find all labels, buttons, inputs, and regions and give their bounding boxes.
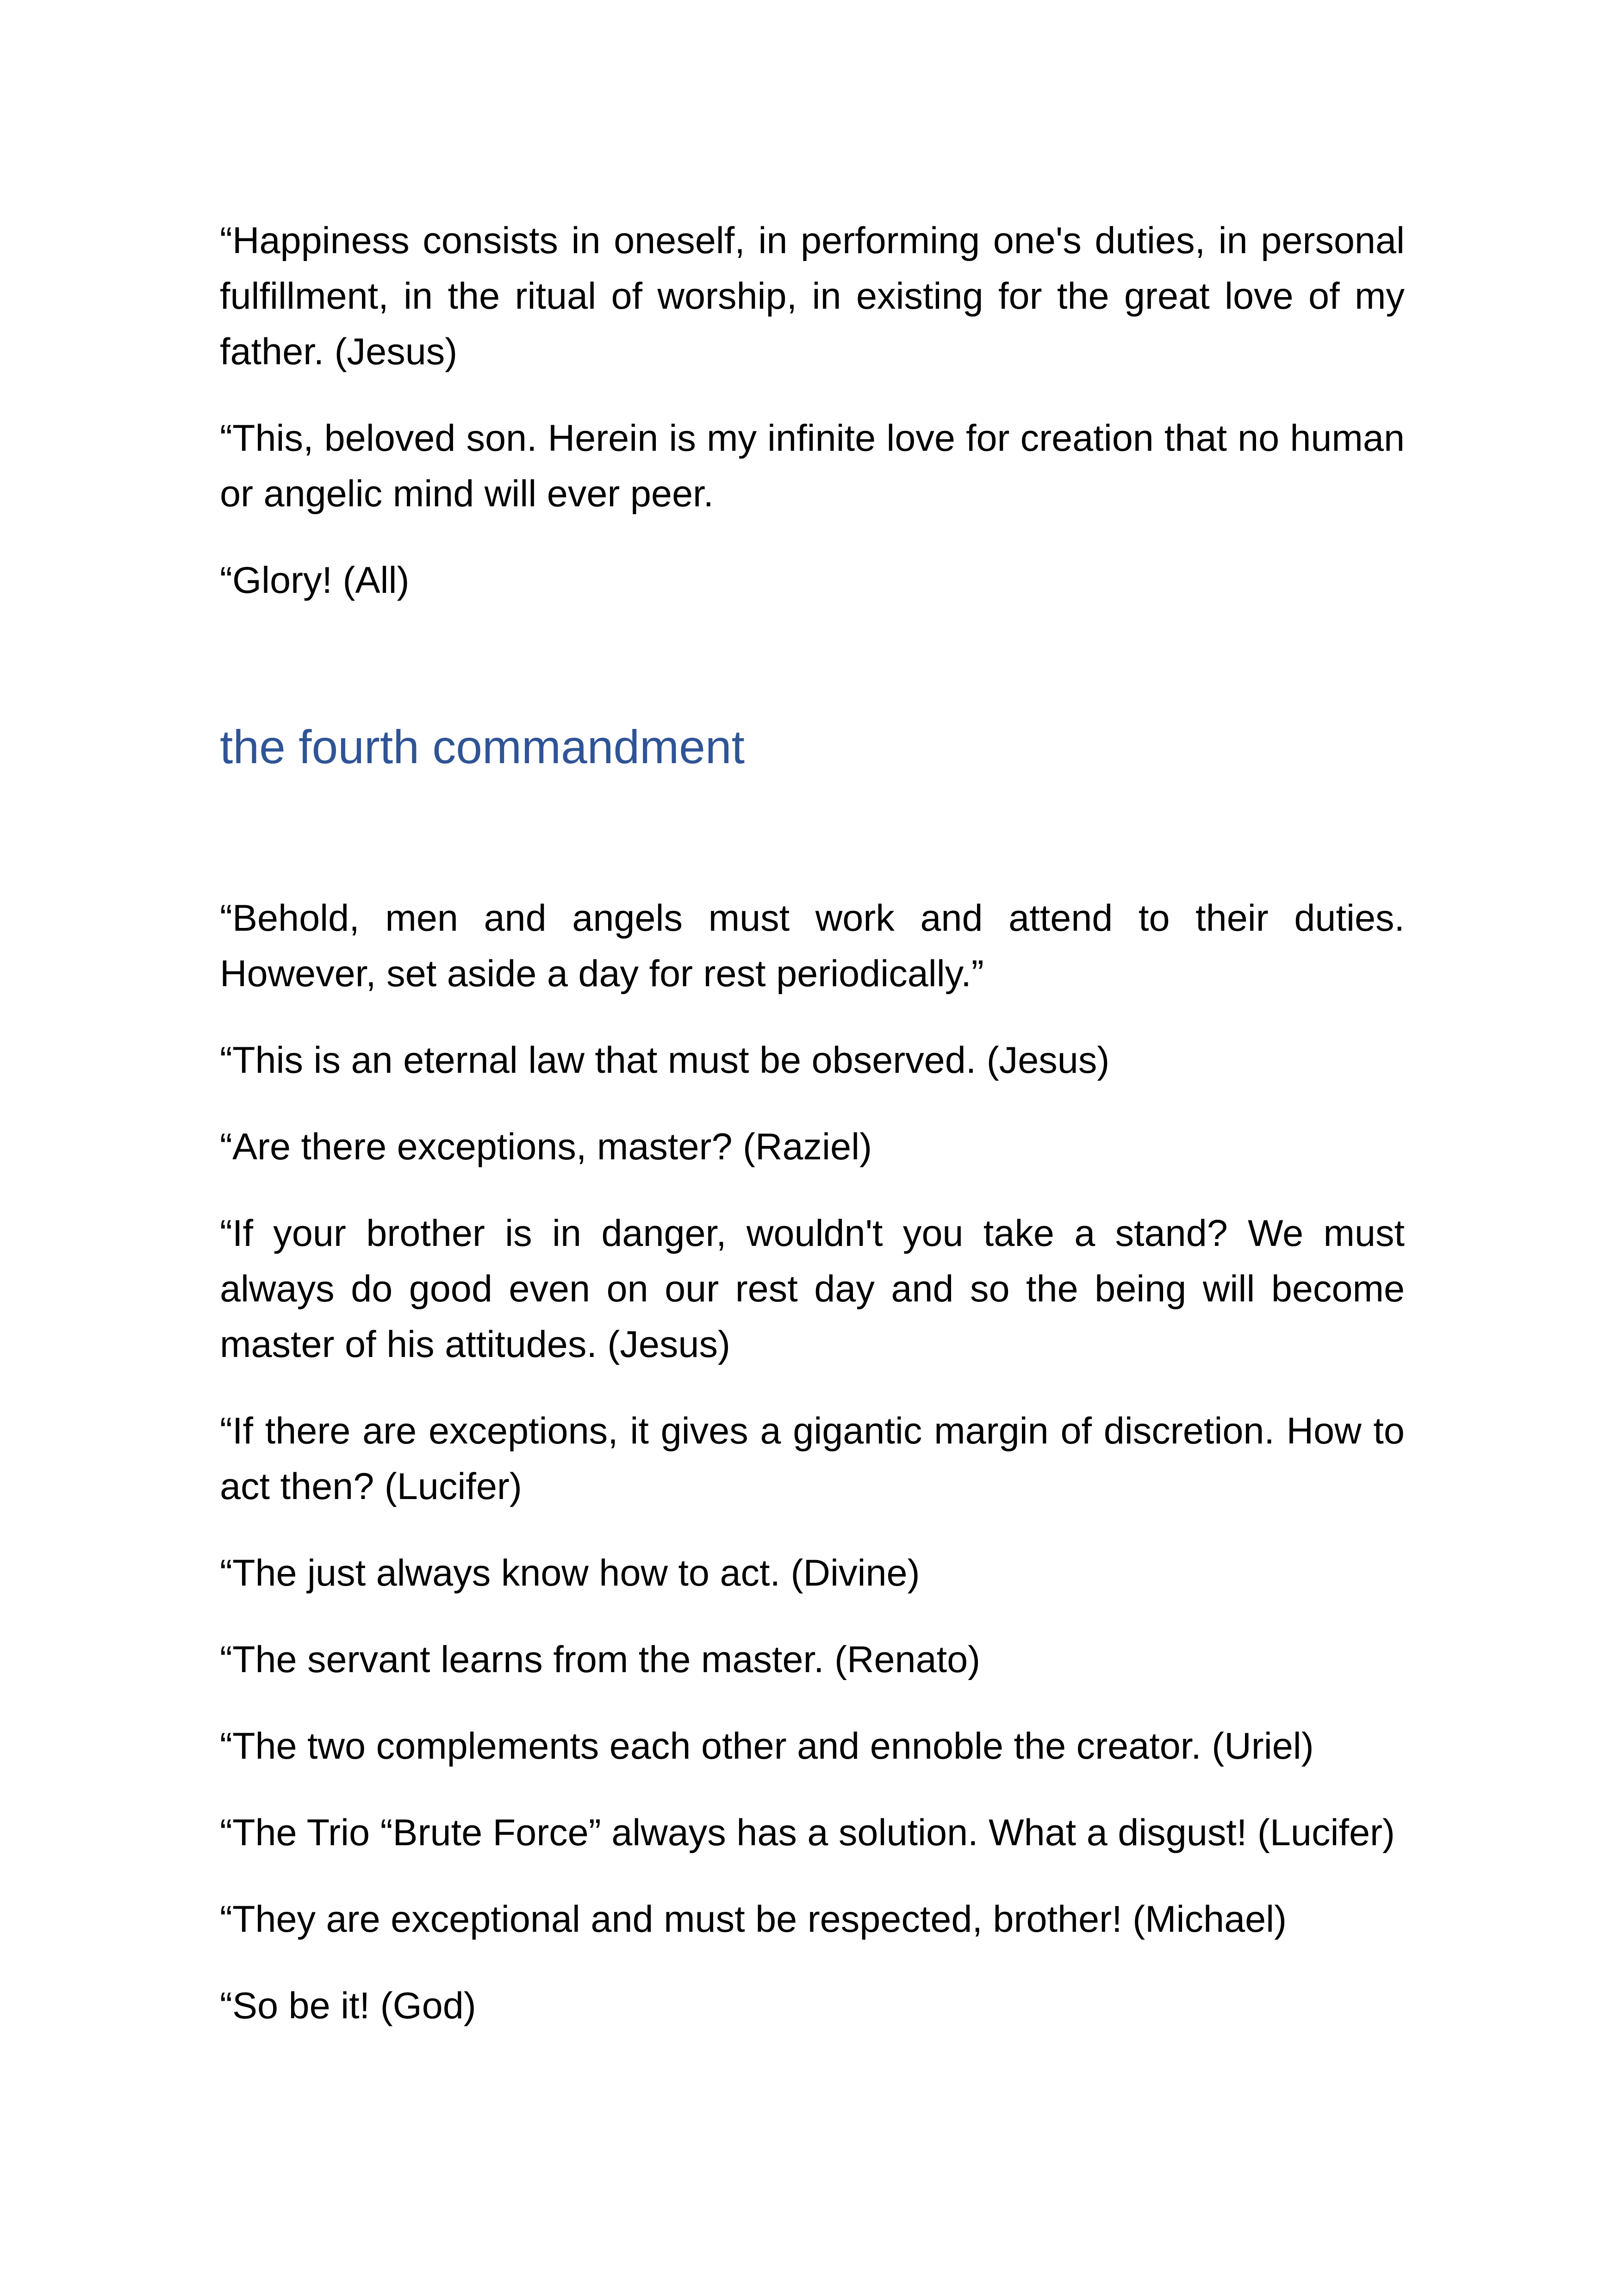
- paragraph-exceptions-question: “Are there exceptions, master? (Raziel): [220, 1126, 872, 1168]
- paragraph-exceptional-respected: “They are exceptional and must be respected, brother! (Michael): [220, 1898, 1287, 1940]
- paragraph-happiness: “Happiness consists in oneself, in performing one's duties, in personal fulfillment, in the ritual of worship, in existing for the great love of my father. (Jesus): [220, 220, 1405, 373]
- paragraph-so-be-it: “So be it! (God): [220, 1985, 476, 2027]
- paragraph-glory: “Glory! (All): [220, 560, 410, 601]
- paragraph-two-complements: “The two complements each other and ennoble the creator. (Uriel): [220, 1725, 1314, 1767]
- paragraph-trio-brute-force: “The Trio “Brute Force” always has a solution. What a disgust! (Lucifer): [220, 1812, 1395, 1854]
- paragraph-behold: “Behold, men and angels must work and attend to their duties. However, set aside a day for rest periodically.”: [220, 897, 1405, 995]
- paragraph-servant-learns: “The servant learns from the master. (Renato): [220, 1639, 981, 1680]
- document-page: [220, 213, 1405, 2065]
- paragraph-brother-danger: “If your brother is in danger, wouldn't you take a stand? We must always do good even on our rest day and so the being will become master of his attitudes. (Jesus): [220, 1213, 1405, 1365]
- paragraph-beloved-son: “This, beloved son. Herein is my infinite love for creation that no human or angelic mind will ever peer.: [220, 417, 1405, 515]
- paragraph-margin-discretion: “If there are exceptions, it gives a gigantic margin of discretion. How to act then? (Lucifer): [220, 1410, 1405, 1507]
- section-heading: the fourth commandment: [220, 721, 745, 773]
- paragraph-just-act: “The just always know how to act. (Divine): [220, 1552, 920, 1594]
- paragraph-eternal-law: “This is an eternal law that must be observed. (Jesus): [220, 1039, 1110, 1081]
